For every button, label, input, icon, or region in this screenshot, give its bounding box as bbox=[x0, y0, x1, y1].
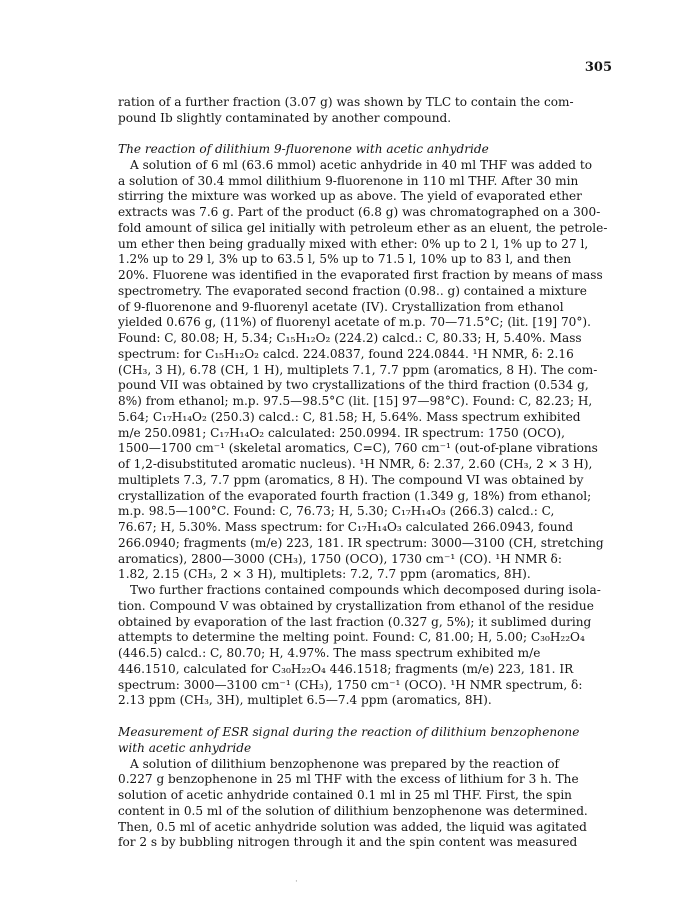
section-heading: The reaction of dilithium 9-fluorenone with acetic anhydride bbox=[118, 142, 489, 156]
text-line: 1500—1700 cm⁻¹ (skeletal aromatics, C=C), 760 cm⁻¹ (out-of-plane vibrations bbox=[118, 441, 598, 456]
text-line: m.p. 98.5—100°C. Found: C, 76.73; H, 5.30; C₁₇H₁₄O₃ (266.3) calcd.: C, bbox=[118, 504, 555, 519]
text-line: (446.5) calcd.: C, 80.70; H, 4.97%. The mass spectrum exhibited m/e bbox=[118, 646, 541, 660]
text-line: A solution of 6 ml (63.6 mmol) acetic anhydride in 40 ml THF was added to bbox=[130, 157, 593, 172]
text-line: extracts was 7.6 g. Part of the product (6.8 g) was chromatographed on a 300- bbox=[118, 205, 601, 219]
text-line: 2.13 ppm (CH₃, 3H), multiplet 6.5—7.4 ppm (aromatics, 8H). bbox=[118, 693, 492, 708]
text-line: fold amount of silica gel initially with petroleum ether as an eluent, the petrole- bbox=[118, 220, 608, 235]
paragraph bbox=[118, 757, 614, 852]
text-line: solution of acetic anhydride contained 0.1 ml in 25 ml THF. First, the spin bbox=[118, 788, 572, 802]
text-line: of 9-fluorenone and 9-fluorenyl acetate (IV). Crystallization from ethanol bbox=[118, 299, 564, 314]
text-line: 0.227 g benzophenone in 25 ml THF with the excess of lithium for 3 h. The bbox=[118, 772, 579, 787]
text-line: content in 0.5 ml of the solution of dilithium benzophenone was determined. bbox=[118, 803, 588, 818]
text-line: m/e 250.0981; C₁₇H₁₄O₂ calculated: 250.0994. IR spectrum: 1750 (OCO), bbox=[118, 425, 565, 440]
text-line: 266.0940; fragments (m/e) 223, 181. IR spectrum: 3000—3100 (CH, stretching bbox=[118, 535, 604, 550]
text-line: 446.1510, calculated for C₃₀H₂₂O₄ 446.1518; fragments (m/e) 223, 181. IR bbox=[118, 661, 574, 676]
text-line: aromatics), 2800—3000 (CH₃), 1750 (OCO), 1730 cm⁻¹ (CO). ¹H NMR δ: bbox=[118, 551, 562, 566]
continued-paragraph bbox=[118, 95, 614, 127]
text-line: spectrometry. The evaporated second fraction (0.98.. g) contained a mixture bbox=[118, 283, 587, 298]
page-number: 305 bbox=[584, 60, 612, 75]
text-line: for 2 s by bubbling nitrogen through it and the spin content was measured bbox=[118, 835, 578, 850]
text-line: 8%) from ethanol; m.p. 97.5—98.5°C (lit. [15] 97—98°C). Found: C, 82.23; H, bbox=[118, 394, 593, 408]
text-line: stirring the mixture was worked up as above. The yield of evaporated ether bbox=[118, 189, 582, 204]
text-line: of 1,2-disubstituted aromatic nucleus). ¹H NMR, δ: 2.37, 2.60 (CH₃, 2 × 3 H), bbox=[118, 457, 593, 471]
text-line: multiplets 7.3, 7.7 ppm (aromatics, 8 H). The compound VI was obtained by bbox=[118, 472, 584, 487]
text-line: Two further fractions contained compounds which decomposed during isola- bbox=[130, 583, 601, 597]
section-heading: with acetic anhydride bbox=[118, 740, 252, 755]
text-line: ration of a further fraction (3.07 g) was shown by TLC to contain the com- bbox=[118, 95, 574, 109]
text-line: spectrum: for C₁₅H₁₂O₂ calcd. 224.0837, found 224.0844. ¹H NMR, δ: 2.16 bbox=[118, 346, 574, 361]
text-line: pound VII was obtained by two crystallizations of the third fraction (0.534 g, bbox=[118, 378, 589, 393]
text-line: 76.67; H, 5.30%. Mass spectrum: for C₁₇H₁₄O₃ calculated 266.0943, found bbox=[118, 520, 574, 534]
section-fluorenone bbox=[118, 142, 614, 709]
text-line: 1.2% up to 29 l, 3% up to 63.5 l, 5% up to 71.5 l, 10% up to 83 l, and then bbox=[118, 252, 572, 267]
paragraph bbox=[118, 158, 614, 583]
scan-artifact: · bbox=[295, 877, 298, 887]
text-line: A solution of dilithium benzophenone was prepared by the reaction of bbox=[130, 756, 559, 771]
section-heading: Measurement of ESR signal during the reaction of dilithium benzophenone bbox=[118, 725, 580, 739]
text-line: spectrum: 3000—3100 cm⁻¹ (CH₃), 1750 cm⁻¹ (OCO). ¹H NMR spectrum, δ: bbox=[118, 677, 583, 692]
text-line: pound Ib slightly contaminated by another compound. bbox=[118, 110, 452, 125]
text-line: 1.82, 2.15 (CH₃, 2 × 3 H), multiplets: 7.2, 7.7 ppm (aromatics, 8H). bbox=[118, 567, 531, 582]
text-line: a solution of 30.4 mmol dilithium 9-fluorenone in 110 ml THF. After 30 min bbox=[118, 173, 579, 188]
text-line: um ether then being gradually mixed with ether: 0% up to 2 l, 1% up to 27 l, bbox=[118, 236, 589, 251]
text-line: tion. Compound V was obtained by crystallization from ethanol of the residue bbox=[118, 598, 594, 613]
paragraph bbox=[118, 583, 614, 709]
text-line: yielded 0.676 g, (11%) of fluorenyl acetate of m.p. 70—71.5°C; (lit. [19] 70°). bbox=[118, 315, 591, 330]
text-line: obtained by evaporation of the last fraction (0.327 g, 5%); it sublimed during bbox=[118, 614, 592, 629]
text-line: (CH₃, 3 H), 6.78 (CH, 1 H), multiplets 7.1, 7.7 ppm (aromatics, 8 H). The com- bbox=[118, 362, 598, 377]
text-line: Then, 0.5 ml of acetic anhydride solution was added, the liquid was agitated bbox=[118, 819, 587, 834]
text-line: 5.64; C₁₇H₁₄O₂ (250.3) calcd.: C, 81.58; H, 5.64%. Mass spectrum exhibited bbox=[118, 409, 581, 424]
text-line: 20%. Fluorene was identified in the evaporated first fraction by means of mass bbox=[118, 268, 603, 282]
section-esr-measurement bbox=[118, 725, 614, 851]
text-line: attempts to determine the melting point. Found: C, 81.00; H, 5.00; C₃₀H₂₂O₄ bbox=[118, 630, 585, 645]
text-line: Found: C, 80.08; H, 5.34; C₁₅H₁₂O₂ (224.2) calcd.: C, 80.33; H, 5.40%. Mass bbox=[118, 331, 582, 345]
text-line: crystallization of the evaporated fourth fraction (1.349 g, 18%) from ethanol; bbox=[118, 488, 592, 503]
